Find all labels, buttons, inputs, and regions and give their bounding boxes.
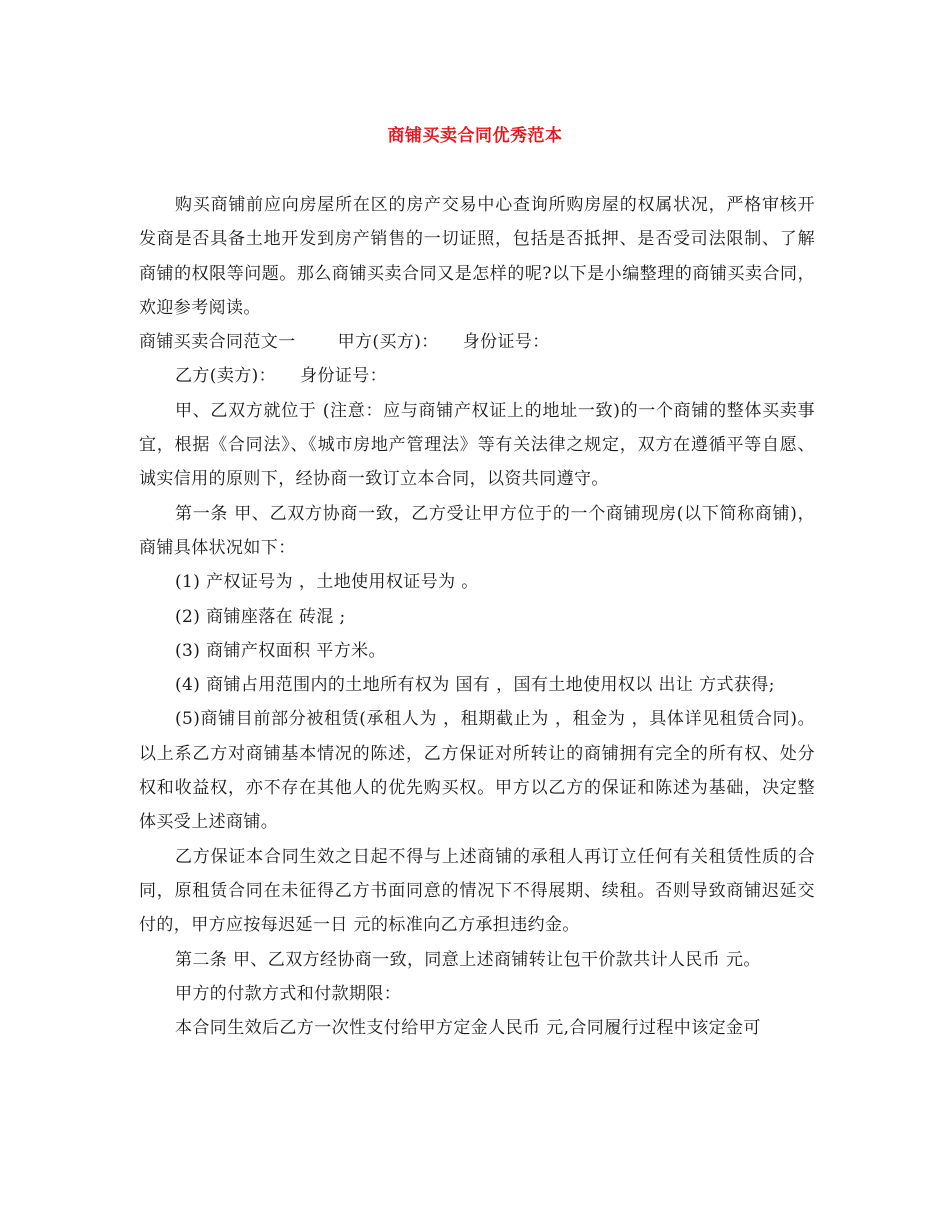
preamble-paragraph: 甲、乙双方就位于 (注意：应与商铺产权证上的地址一致)的一个商铺的整体买卖事宜，根据《合同法》、《城市房地产管理法》等有关法律之规定，双方在遵循平等自愿、诚实信用的原则下，经协商一致订立本合同，以资共同遵守。 <box>139 400 815 490</box>
payment-heading: 甲方的付款方式和付款期限： <box>175 983 402 1004</box>
sample-heading: 商铺买卖合同范文一 <box>139 332 296 353</box>
article-1-item-3: (3) 商铺产权面积 平方米。 <box>175 640 386 661</box>
article-1: 第一条 甲、乙双方协商一致，乙方受让甲方位于的一个商铺现房(以下简称商铺)，商铺具体状况如下： <box>139 503 815 558</box>
party-b-id-label: 身份证号： <box>300 366 388 387</box>
party-b-label: 乙方(卖方)： <box>175 366 277 387</box>
article-2: 第二条 甲、乙双方经协商一致，同意上述商铺转让包干价款共计人民币 元。 <box>175 949 761 970</box>
article-1-item-5: (5)商铺目前部分被租赁(承租人为 ，租期截止为 ，租金为 ，具体详见租赁合同)。 以上系乙方对商铺基本情况的陈述，乙方保证对所转让的商铺拥有完全的所有权、处分权和收益权，亦不存在其他人的优先购买权。甲方以乙方的保证和陈述为基础，决定整体买受上述商铺。 <box>139 709 815 833</box>
article-1-item-4: (4) 商铺占用范围内的土地所有权为 国有 ，国有土地使用权以 出让 方式获得; <box>175 675 775 696</box>
party-a-id-label: 身份证号： <box>462 332 550 353</box>
article-1-item-1: (1) 产权证号为 ，土地使用权证号为 。 <box>175 572 479 593</box>
document-title: 商铺买卖合同优秀范本 <box>387 126 563 146</box>
intro-paragraph: 购买商铺前应向房屋所在区的房产交易中心查询所购房屋的权属状况，严格审核开发商是否具备土地开发到房产销售的一切证照，包括是否抵押、是否受司法限制、了解商铺的权限等问题。那么商铺买卖合同又是怎样的呢?以下是小编整理的商铺买卖合同，欢迎参考阅读。 <box>139 195 815 318</box>
document-body <box>139 188 815 1045</box>
sample-heading-line <box>139 325 815 359</box>
party-a-label: 甲方(买方)： <box>337 332 439 353</box>
lease-paragraph: 乙方保证本合同生效之日起不得与上述商铺的承租人再订立任何有关租赁性质的合同，原租赁合同在未征得乙方书面同意的情况下不得展期、续租。否则导致商铺迟延交付的，甲方应按每迟延一日 元的标准向乙方承担违约金。 <box>139 846 815 936</box>
party-b-line <box>139 359 815 393</box>
article-1-item-2: (2) 商铺座落在 砖混 ; <box>175 606 346 627</box>
deposit-paragraph: 本合同生效后乙方一次性支付给甲方定金人民币 元,合同履行过程中该定金可 <box>175 1018 761 1039</box>
